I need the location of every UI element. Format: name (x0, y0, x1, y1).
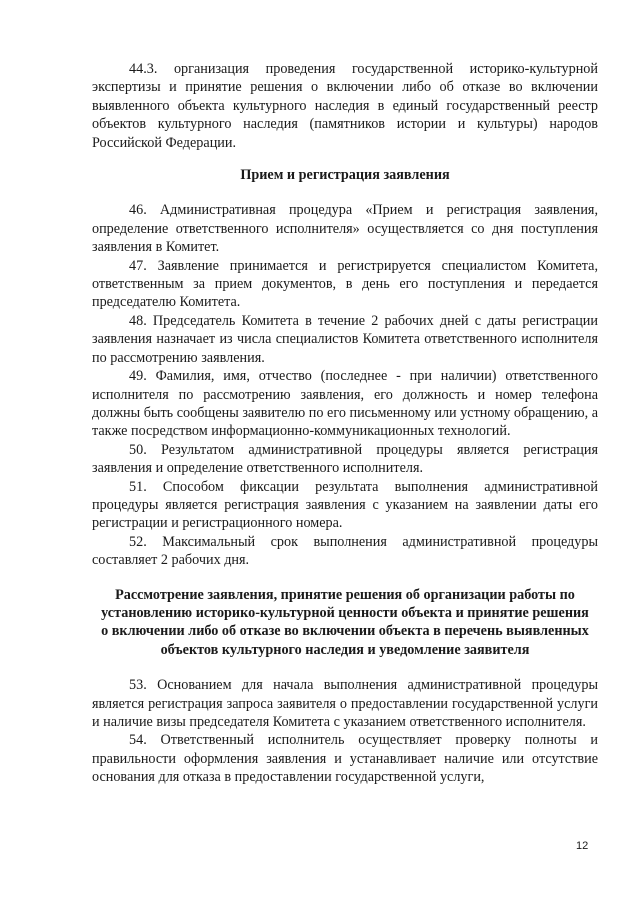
document-page (92, 60, 598, 787)
paragraph-53: 53. Основанием для начала выполнения административной процедуры является регистрация запроса заявителя о предоставлении государственной услуги и наличие визы председателя Комитета с указанием ответственного исполнителя. (92, 677, 598, 730)
paragraph-51: 51. Способом фиксации результата выполнения административной процедуры является регистрация заявления с указанием на заявлении даты его регистрации и регистрационного номера. (92, 478, 598, 532)
paragraph-44-3: 44.3. организация проведения государственной историко-культурной экспертизы и принятие решения о включении либо об отказе во включении выявленного объекта культурного наследия в единый государственный реестр объектов культурного наследия (памятников истории и культуры) народов Российской Федерации. (92, 61, 598, 151)
paragraph-52: 52. Максимальный срок выполнения административной процедуры составляет 2 рабочих дня. (92, 533, 598, 569)
paragraph-49: 49. Фамилия, имя, отчество (последнее - при наличии) ответственного исполнителя по рассмотрению заявления, его должность и номер телефона должны быть сообщены заявителю по его письменному или устному обращению, а также посредством информационно-коммуникационных технологий. (92, 368, 598, 440)
paragraph-47: 47. Заявление принимается и регистрируется специалистом Комитета, ответственным за прием документов, в день его поступления и передается председателю Комитета. (92, 257, 598, 311)
paragraph-48: 48. Председатель Комитета в течение 2 рабочих дней с даты регистрации заявления назначает из числа специалистов Комитета ответственного исполнителя по рассмотрению заявления. (92, 312, 598, 366)
section-heading-reception: Прием и регистрация заявления (240, 167, 450, 184)
page-number: 12 (576, 840, 589, 852)
paragraph-46: 46. Административная процедура «Прием и регистрация заявления, определение ответственного исполнителя» осуществляется со дня поступления заявления в Комитет. (92, 202, 598, 256)
section-heading-review: Рассмотрение заявления, принятие решения об организации работы по установлению историко-культурной ценности объекта и принятие решения о включении либо об отказе во включении объекта в перечень выявленных объектов культурного наследия и уведомление заявителя (101, 586, 589, 658)
paragraph-50: 50. Результатом административной процедуры является регистрация заявления и определение ответственного исполнителя. (92, 441, 598, 477)
paragraph-54: 54. Ответственный исполнитель осуществляет проверку полноты и правильности оформления заявления и устанавливает наличие или отсутствие основания для отказа в предоставлении государственной услуги, (92, 732, 598, 786)
